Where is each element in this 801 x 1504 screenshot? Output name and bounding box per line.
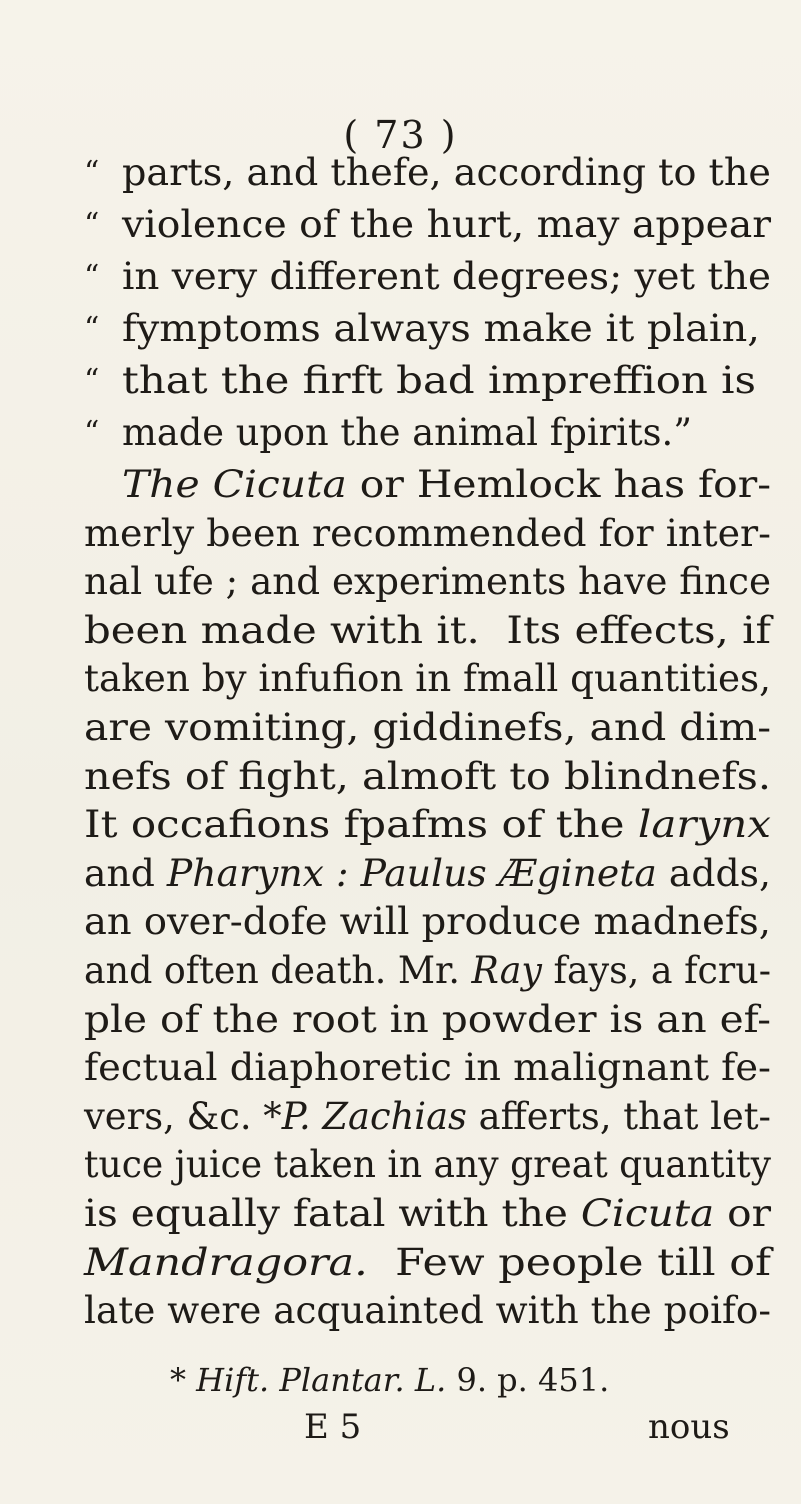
text-line [0, 848, 801, 900]
text-run: been made with it. Its effects, if [84, 609, 772, 652]
text-run: fectual diaphoretic in malignant fe- [84, 1046, 771, 1089]
open-quote-mark: “ [84, 311, 100, 346]
line-text [84, 1237, 771, 1289]
text-run: ple of the root in powder is an ef- [84, 998, 772, 1041]
quoted-line [0, 199, 801, 251]
text-line [0, 702, 801, 754]
text-run: and often death. Mr. [84, 949, 472, 992]
line-text [84, 994, 771, 1046]
text-run: adds, [656, 852, 771, 895]
line-text: fymptoms always make it plain, [122, 307, 760, 350]
line-text: in very different degrees; yet the [122, 255, 771, 298]
line-text: that the firft bad impreffion is [122, 359, 757, 402]
text-line [0, 1091, 801, 1143]
quoted-line [0, 251, 801, 303]
line-text [84, 848, 771, 900]
italic-term: The Cicuta [122, 463, 347, 506]
text-run: afferts, that let- [466, 1095, 771, 1138]
line-text [84, 1139, 771, 1191]
text-line [0, 751, 801, 803]
page-number-header: ( 73 ) [343, 113, 458, 157]
text-run: or Hemlock has for- [346, 463, 772, 506]
text-line [0, 1285, 801, 1337]
signature-mark: E 5 [304, 1407, 362, 1447]
quoted-line [0, 407, 801, 459]
line-text: parts, and thefe, according to the [122, 151, 772, 194]
text-run: are vomiting, giddinefs, and dim- [84, 706, 772, 749]
quoted-line [0, 147, 801, 199]
line-text [84, 653, 771, 705]
quoted-line [0, 355, 801, 407]
text-run: vers, &c. * [84, 1095, 282, 1138]
text-run: fays, a fcru- [541, 949, 771, 992]
line-text [122, 459, 771, 511]
text-run: It occafions fpafms of the [84, 803, 638, 846]
footnote-text: 9. p. 451. [446, 1361, 610, 1399]
italic-term: Pharynx : Paulus Ægineta [166, 852, 657, 895]
line-text [84, 556, 771, 608]
text-line [0, 799, 801, 851]
open-quote-mark: “ [84, 259, 100, 294]
open-quote-mark: “ [84, 363, 100, 398]
text-run: an over-dofe will produce madnefs, [84, 900, 771, 943]
text-line [0, 508, 801, 560]
italic-term: Ray [471, 949, 542, 992]
footnote-citation: Hift. Plantar. L. [196, 1361, 447, 1399]
text-line [0, 896, 801, 948]
italic-term: larynx [637, 803, 772, 846]
open-quote-mark: “ [84, 155, 100, 190]
line-text: made upon the animal fpirits.” [122, 411, 692, 454]
text-line [0, 1042, 801, 1094]
line-text [84, 702, 771, 754]
text-line [0, 556, 801, 608]
line-text [84, 896, 771, 948]
open-quote-mark: “ [84, 207, 100, 242]
quoted-line [0, 303, 801, 355]
text-line [0, 994, 801, 1046]
line-text: violence of the hurt, may appear [122, 203, 772, 246]
text-line [0, 459, 801, 511]
line-text [84, 799, 771, 851]
line-text [84, 605, 771, 657]
line-text [84, 1091, 771, 1143]
open-quote-mark: “ [84, 415, 100, 450]
text-line [0, 605, 801, 657]
line-text [84, 508, 771, 560]
italic-term: P. Zachias [281, 1095, 467, 1138]
text-run: nefs of fight, almoft to blindnefs. [84, 755, 772, 798]
text-run: or [714, 1192, 771, 1235]
text-run: late were acquainted with the poifo- [84, 1289, 772, 1332]
text-run: nal ufe ; and experiments have fince [84, 560, 772, 603]
italic-term: Cicuta [580, 1192, 715, 1235]
text-line [0, 653, 801, 705]
line-text [84, 751, 771, 803]
text-line [0, 945, 801, 997]
text-line [0, 1188, 801, 1240]
text-run: is equally fatal with the [84, 1192, 581, 1235]
footnote-text: * [170, 1361, 197, 1399]
text-line [0, 1237, 801, 1289]
text-line [0, 1139, 801, 1191]
line-text [84, 1042, 771, 1094]
text-run: taken by infufion in fmall quantities, [84, 657, 771, 700]
catchword: nous [648, 1407, 730, 1447]
line-text [84, 945, 771, 997]
footnote [170, 1355, 730, 1405]
line-text [84, 1188, 771, 1240]
page-footer [0, 1400, 801, 1455]
text-run: and [84, 852, 167, 895]
text-run: tuce juice taken in any great quantity [84, 1143, 771, 1186]
italic-term: Mandragora. [84, 1241, 368, 1284]
line-text [84, 1285, 771, 1337]
text-run: merly been recommended for inter- [84, 512, 771, 555]
text-run: Few people till of [367, 1241, 771, 1284]
